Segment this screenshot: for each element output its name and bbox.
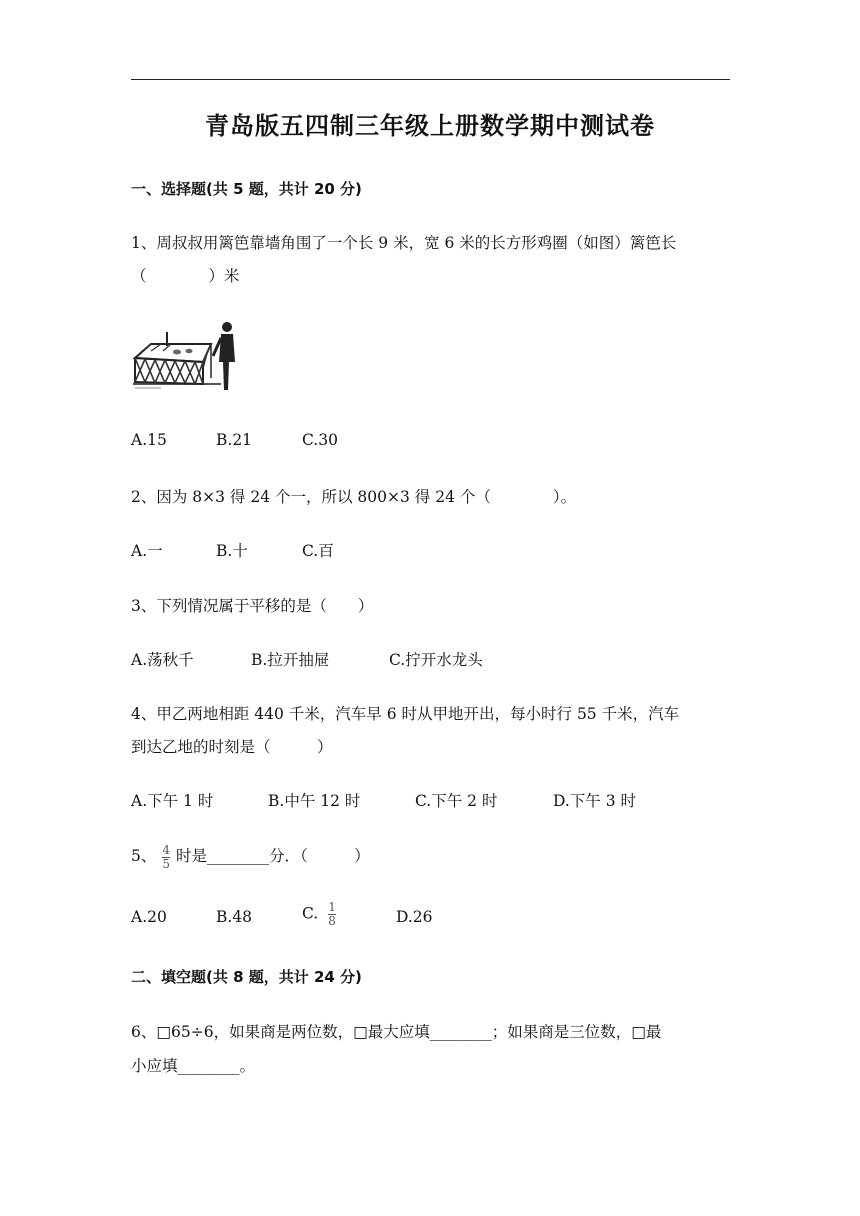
q5-prefix: 5、 (131, 847, 157, 865)
fraction-four-fifths (162, 842, 171, 871)
question-4-line-2: 到达乙地的时刻是（ ） (131, 738, 333, 756)
q1-option-b: B.21 (216, 431, 253, 449)
q5-option-b: B.48 (216, 908, 253, 926)
question-2-line-1: 2、因为 8×3 得 24 个一，所以 800×3 得 24 个（ ）。 (131, 488, 577, 506)
q3-option-a: A.荡秋千 (131, 651, 194, 669)
q5-option-d: D.26 (396, 908, 433, 926)
q5-option-c (302, 902, 342, 927)
q5-option-a: A.20 (131, 908, 167, 926)
question-1-line-2: （ ）米 (131, 267, 240, 285)
q2-option-a: A.一 (131, 542, 163, 560)
q4-option-c: C.下午 2 时 (415, 792, 498, 810)
q1-option-c: C.30 (302, 431, 338, 449)
q5-suffix: 时是________分．（ ） (176, 847, 370, 865)
section-2-heading: 二、填空题(共 8 题，共计 24 分) (131, 968, 362, 986)
fraction-one-eighth (328, 902, 336, 927)
q3-option-b: B.拉开抽屉 (251, 651, 330, 669)
q5-option-c-label: C. (302, 904, 319, 923)
frac-denominator: 5 (162, 856, 171, 871)
q4-option-d: D.下午 3 时 (553, 792, 637, 810)
page-title: 青岛版五四制三年级上册数学期中测试卷 (205, 112, 655, 140)
question-5-line-1 (131, 844, 370, 870)
question-1-line-1: 1、周叔叔用篱笆靠墙角围了一个长 9 米，宽 6 米的长方形鸡圈（如图）篱笆长 (131, 234, 677, 252)
frac-denominator: 8 (328, 914, 336, 928)
q4-option-a: A.下午 1 时 (131, 792, 214, 810)
frac-numerator: 1 (328, 900, 336, 914)
question-3-line-1: 3、下列情况属于平移的是（ ） (131, 597, 374, 615)
question-4-line-1: 4、甲乙两地相距 440 千米，汽车早 6 时从甲地开出，每小时行 55 千米，汽车 (131, 705, 680, 723)
q2-option-b: B.十 (216, 542, 248, 560)
q3-option-c: C.拧开水龙头 (389, 651, 483, 669)
fence-illustration (131, 318, 241, 392)
frac-numerator: 4 (162, 842, 171, 857)
question-6-line-1: 6、□65÷6，如果商是两位数，□最大应填________；如果商是三位数，□最 (131, 1023, 662, 1041)
top-rule (131, 79, 730, 80)
question-6-line-2: 小应填________。 (131, 1057, 256, 1075)
q1-option-a: A.15 (131, 431, 167, 449)
section-1-heading: 一、选择题(共 5 题，共计 20 分) (131, 180, 362, 198)
q4-option-b: B.中午 12 时 (268, 792, 361, 810)
q2-option-c: C.百 (302, 542, 334, 560)
